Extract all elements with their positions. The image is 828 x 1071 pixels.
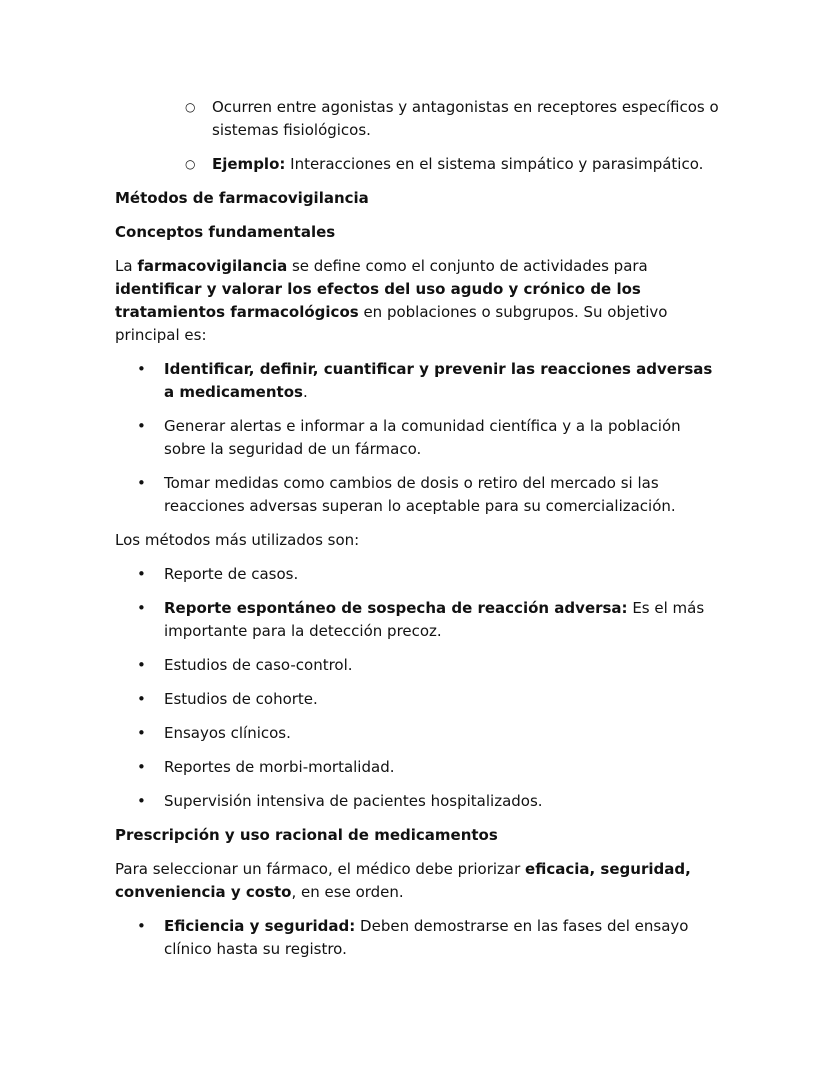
item-text: Estudios de caso-control.	[164, 656, 353, 674]
bullet-dot-icon: •	[137, 758, 146, 776]
bullet-dot-icon: •	[137, 792, 146, 810]
list-item	[115, 688, 720, 711]
heading-methods: Métodos de farmacovigilancia	[115, 189, 369, 207]
item-text: Estudios de cohorte.	[164, 690, 318, 708]
intro-text: en poblaciones o subgrupos. Su objetivo principal es:	[115, 303, 668, 344]
list-item	[115, 654, 720, 677]
intro-text: La	[115, 257, 138, 275]
bullet-dot-icon: •	[137, 656, 146, 674]
bullet-dot-icon: •	[137, 599, 146, 617]
bullet-dot-icon: •	[137, 417, 146, 435]
prescription-text: Para seleccionar un fármaco, el médico debe priorizar	[115, 860, 526, 878]
intro-bold: farmacovigilancia	[137, 257, 288, 275]
bullet-dot-icon: •	[137, 724, 146, 742]
sub-bullet-item	[115, 96, 720, 142]
methods-intro: Los métodos más utilizados son:	[115, 531, 360, 549]
item-text: Es el más importante para la detección precoz.	[164, 599, 705, 640]
item-text: Deben demostrarse en las fases del ensayo clínico hasta su registro.	[164, 917, 689, 958]
intro-paragraph	[115, 255, 720, 347]
sub-bullet-text: Ocurren entre agonistas y antagonistas en receptores específicos o sistemas fisiológicos.	[212, 98, 719, 139]
methods-list	[115, 563, 720, 813]
prescription-bold: eficacia, seguridad, conveniencia y costo	[115, 860, 691, 901]
item-text: Tomar medidas como cambios de dosis o retiro del mercado si las reacciones adversas superan lo aceptable para su comercialización.	[164, 474, 676, 515]
circle-bullet-icon: ○	[185, 157, 196, 171]
list-item	[115, 915, 720, 961]
prescription-text: , en ese orden.	[291, 883, 404, 901]
sub-bullet-text: Interacciones en el sistema simpático y parasimpático.	[285, 155, 704, 173]
item-bold: Reporte espontáneo de sospecha de reacción adversa:	[164, 599, 628, 617]
sub-bullet-bold: Ejemplo:	[212, 155, 286, 173]
intro-text: se define como el conjunto de actividades para	[287, 257, 648, 275]
sub-bullet-item	[115, 153, 720, 176]
list-item	[115, 722, 720, 745]
list-item	[115, 756, 720, 779]
bullet-dot-icon: •	[137, 474, 146, 492]
list-item	[115, 415, 720, 461]
item-text: Reportes de morbi-mortalidad.	[164, 758, 395, 776]
item-bold: Identificar, definir, cuantificar y prevenir las reacciones adversas a medicamentos	[164, 360, 713, 401]
list-item	[115, 563, 720, 586]
prescription-intro	[115, 858, 720, 904]
bullet-dot-icon: •	[137, 565, 146, 583]
intro-bold: identificar y valorar los efectos del uso agudo y crónico de los tratamientos farmacológicos	[115, 280, 641, 321]
heading-prescription: Prescripción y uso racional de medicamentos	[115, 826, 498, 844]
circle-bullet-icon: ○	[185, 100, 196, 114]
item-text: Supervisión intensiva de pacientes hospitalizados.	[164, 792, 543, 810]
prescription-list	[115, 915, 720, 961]
item-text: .	[302, 383, 308, 401]
objectives-list	[115, 358, 720, 518]
list-item	[115, 790, 720, 813]
item-text: Generar alertas e informar a la comunidad científica y a la población sobre la seguridad de un fármaco.	[164, 417, 681, 458]
sub-bullet-list	[115, 96, 720, 176]
heading-concepts: Conceptos fundamentales	[115, 223, 336, 241]
list-item	[115, 358, 720, 404]
item-bold: Eficiencia y seguridad:	[164, 917, 356, 935]
item-text: Reporte de casos.	[164, 565, 299, 583]
bullet-dot-icon: •	[137, 690, 146, 708]
item-text: Ensayos clínicos.	[164, 724, 291, 742]
list-item	[115, 597, 720, 643]
bullet-dot-icon: •	[137, 917, 146, 935]
list-item	[115, 472, 720, 518]
bullet-dot-icon: •	[137, 360, 146, 378]
document-body	[115, 96, 720, 972]
